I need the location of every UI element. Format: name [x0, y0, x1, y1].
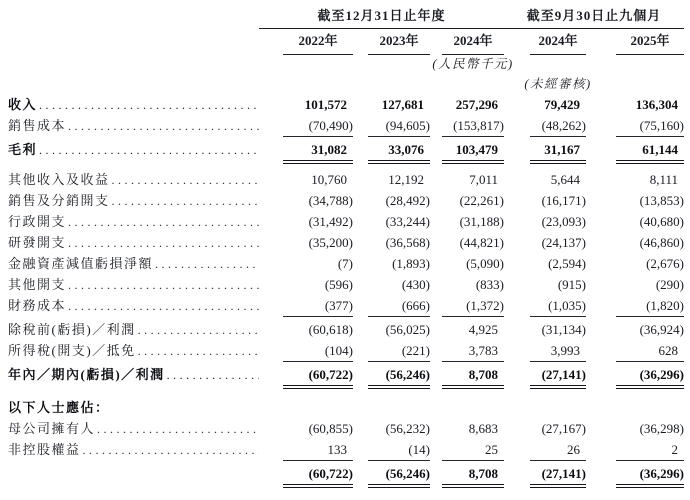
value-cell: 3,783: [442, 341, 504, 362]
row-label: [8, 233, 259, 254]
table-row: [8, 341, 684, 362]
dot-leader: [138, 341, 259, 361]
value-cell: (31,188): [459, 214, 504, 229]
value-cell: (377): [283, 296, 353, 317]
value-cell: (2,594): [548, 256, 586, 271]
row-label-text: 其他收入及收益: [8, 172, 110, 187]
value-cell: (290): [655, 277, 684, 292]
row-label-text: 母公司擁有人: [8, 421, 96, 436]
table-row: [8, 440, 684, 461]
value-cell: 31,167: [530, 140, 586, 161]
row-label: [8, 254, 259, 275]
dot-leader: [68, 116, 259, 136]
value-cell: 136,304: [635, 97, 678, 112]
value-cell: (33,244): [385, 214, 430, 229]
value-cell: (2,676): [646, 256, 684, 271]
value-cell: 33,076: [368, 140, 430, 161]
dot-leader: [68, 275, 259, 295]
value-cell: (104): [283, 341, 353, 362]
value-cell: (44,821): [459, 235, 504, 250]
row-label-text: 以下人士應佔：: [8, 400, 110, 415]
row-label: [8, 140, 259, 161]
value-cell: 79,429: [544, 97, 580, 112]
row-label: [8, 212, 259, 233]
column-header-2022: 2022年: [283, 29, 353, 55]
value-cell: 10,760: [311, 172, 347, 187]
value-cell: (7): [337, 256, 353, 271]
currency-note-row: [8, 55, 684, 75]
value-cell: 257,296: [455, 97, 498, 112]
value-cell: (40,680): [639, 214, 684, 229]
value-cell: 8,708: [442, 365, 504, 386]
unaudited-note-row: [8, 75, 684, 95]
period-group-nine-months: 截至9月30日止九個月: [504, 5, 684, 29]
dot-leader: [155, 254, 259, 274]
row-label-text: 收入: [8, 97, 38, 112]
row-label-text: 所得稅(開支)／抵免: [8, 343, 136, 358]
value-cell: (221): [368, 341, 430, 362]
value-cell: (48,262): [530, 116, 586, 137]
dot-leader: [112, 191, 259, 211]
value-cell: (60,722): [283, 464, 353, 485]
value-cell: (23,093): [541, 214, 586, 229]
dot-leader: [97, 419, 259, 439]
value-cell: (430): [401, 277, 430, 292]
value-cell: (36,296): [616, 464, 684, 485]
value-cell: (28,492): [385, 193, 430, 208]
value-cell: (1,820): [616, 296, 684, 317]
row-label-text: 年內／期內(虧損)／利潤: [8, 367, 165, 382]
value-cell: (14): [368, 440, 430, 461]
row-label: [8, 341, 259, 362]
value-cell: (56,246): [368, 365, 430, 386]
row-label-text: 研發開支: [8, 235, 67, 250]
row-label: [8, 296, 259, 317]
row-label: [8, 116, 259, 137]
value-cell: (24,137): [541, 235, 586, 250]
value-cell: (833): [475, 277, 504, 292]
value-cell: (153,817): [442, 116, 504, 137]
value-cell: (596): [324, 277, 353, 292]
table-row: [8, 320, 684, 341]
row-label-text: 金融資產減值虧損淨額: [8, 256, 154, 271]
value-cell: (1,035): [530, 296, 586, 317]
table-body: [8, 95, 684, 485]
value-cell: (1,372): [442, 296, 504, 317]
dot-leader: [83, 440, 259, 460]
row-label-text: 非控股權益: [8, 442, 81, 457]
table-row: [8, 419, 684, 440]
value-cell: (60,618): [308, 322, 353, 337]
value-cell: (70,490): [283, 116, 353, 137]
table-row: [8, 254, 684, 275]
value-cell: 4,925: [468, 322, 498, 337]
table-row: [8, 296, 684, 317]
value-cell: (56,232): [385, 421, 430, 436]
table-row: [8, 464, 684, 485]
value-cell: (22,261): [459, 193, 504, 208]
dot-leader: [167, 365, 259, 385]
table-row: [8, 275, 684, 296]
column-header-2024: 2024年: [442, 29, 504, 55]
row-label: [8, 398, 259, 419]
dot-leader: [138, 320, 259, 340]
row-label: [8, 365, 259, 386]
row-label-text: 銷售成本: [8, 118, 67, 133]
dot-leader: [39, 140, 259, 160]
value-cell: 8,683: [468, 421, 498, 436]
value-cell: (46,860): [639, 235, 684, 250]
table-row: [8, 233, 684, 254]
unaudited-note: (未經審核): [524, 77, 592, 91]
value-cell: 8,111: [649, 172, 678, 187]
table-row: [8, 170, 684, 191]
currency-note: (人民幣千元): [432, 57, 514, 71]
row-label-text: 銷售及分銷開支: [8, 193, 110, 208]
row-label: [8, 464, 259, 485]
value-cell: (31,492): [308, 214, 353, 229]
column-header-2023: 2023年: [368, 29, 430, 55]
row-label: [8, 170, 259, 191]
row-label-text: 財務成本: [8, 298, 67, 313]
row-label: [8, 275, 259, 296]
value-cell: (666): [368, 296, 430, 317]
value-cell: 133: [283, 440, 353, 461]
dot-leader: [68, 296, 259, 316]
value-cell: (27,141): [530, 365, 586, 386]
value-cell: (36,924): [639, 322, 684, 337]
period-group-annual: 截至12月31日止年度: [259, 5, 504, 29]
row-label: [8, 191, 259, 212]
value-cell: 103,479: [442, 140, 504, 161]
value-cell: 101,572: [304, 97, 347, 112]
row-label: [8, 320, 259, 341]
value-cell: (16,171): [541, 193, 586, 208]
value-cell: (1,893): [392, 256, 430, 271]
value-cell: (60,722): [283, 365, 353, 386]
value-cell: 8,708: [442, 464, 504, 485]
value-cell: (27,167): [541, 421, 586, 436]
table-row: [8, 140, 684, 161]
value-cell: (915): [557, 277, 586, 292]
value-cell: 5,644: [550, 172, 580, 187]
value-cell: 25: [442, 440, 504, 461]
value-cell: 61,144: [616, 140, 684, 161]
dot-leader: [68, 212, 259, 232]
value-cell: (13,853): [639, 193, 684, 208]
row-label-text: 行政開支: [8, 214, 67, 229]
table-row: [8, 398, 684, 419]
value-cell: 26: [530, 440, 586, 461]
value-cell: (94,605): [368, 116, 430, 137]
value-cell: (31,134): [541, 322, 586, 337]
year-header: [8, 29, 684, 55]
value-cell: (36,568): [385, 235, 430, 250]
value-cell: (60,855): [308, 421, 353, 436]
value-cell: (36,296): [616, 365, 684, 386]
row-label: [8, 440, 259, 461]
table-row: [8, 365, 684, 386]
value-cell: (27,141): [530, 464, 586, 485]
table-row: [8, 212, 684, 233]
value-cell: (35,200): [308, 235, 353, 250]
period-group-header: [8, 5, 684, 29]
row-label-text: 其他開支: [8, 277, 67, 292]
table-row: [8, 95, 684, 116]
value-cell: 127,681: [381, 97, 424, 112]
column-header-2024-interim: 2024年: [530, 29, 586, 55]
row-label-text: 除稅前(虧損)／利潤: [8, 322, 136, 337]
value-cell: (56,246): [368, 464, 430, 485]
column-header-2025-interim: 2025年: [616, 29, 684, 55]
dot-leader: [39, 95, 259, 115]
value-cell: (56,025): [385, 322, 430, 337]
value-cell: 31,082: [283, 140, 353, 161]
value-cell: (5,090): [466, 256, 504, 271]
value-cell: (75,160): [616, 116, 684, 137]
value-cell: 2: [616, 440, 684, 461]
dot-leader: [68, 233, 259, 253]
dot-leader: [112, 170, 259, 190]
value-cell: 3,993: [530, 341, 586, 362]
value-cell: 12,192: [388, 172, 424, 187]
value-cell: 7,011: [469, 172, 498, 187]
value-cell: (34,788): [308, 193, 353, 208]
table-row: [8, 116, 684, 137]
value-cell: 628: [616, 341, 684, 362]
table-row: [8, 191, 684, 212]
value-cell: (36,298): [639, 421, 684, 436]
row-label-text: 毛利: [8, 142, 38, 157]
row-label: [8, 95, 259, 116]
row-label: [8, 419, 259, 440]
